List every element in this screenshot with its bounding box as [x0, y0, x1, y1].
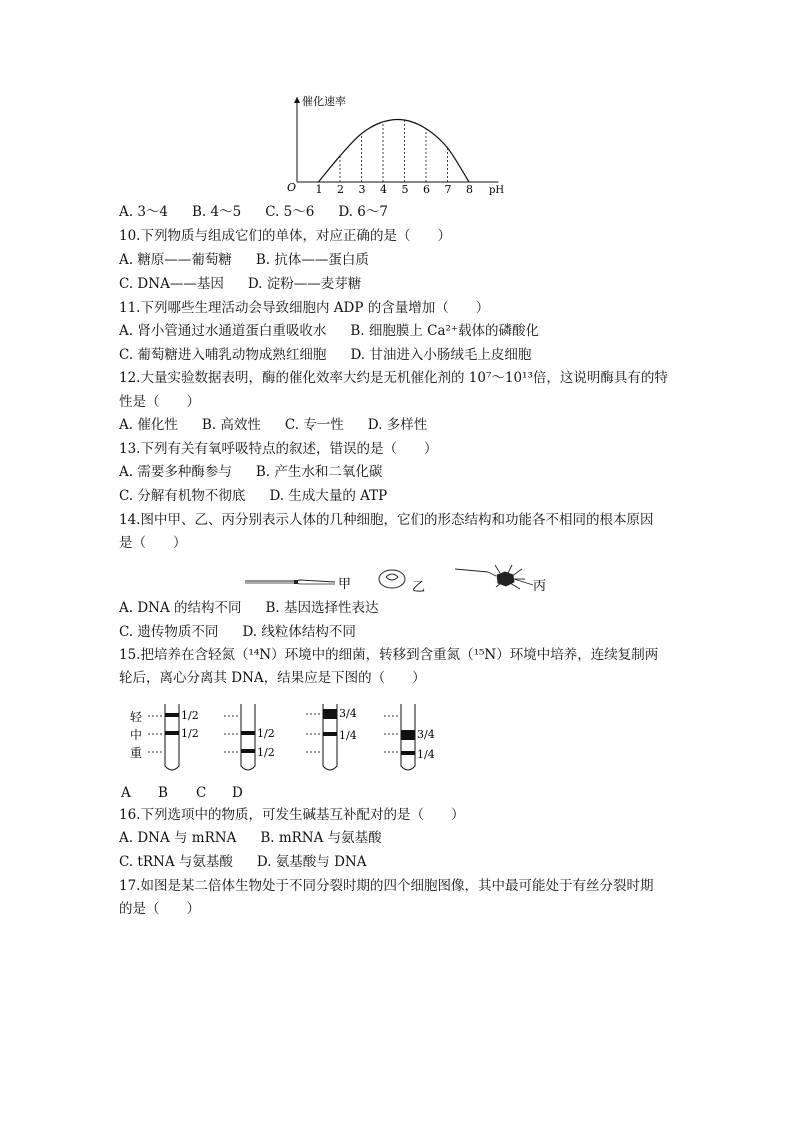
- chart-y-arrow: [294, 97, 300, 103]
- q15-stem-line2: 轮后，离心分离其 DNA，结果应是下图的（ ）: [119, 670, 426, 686]
- q10-option-d[interactable]: D. 淀粉——麦芽糖: [247, 276, 362, 292]
- chart-x-tick-label: 1: [315, 183, 323, 196]
- tube-letter-a[interactable]: A: [121, 785, 131, 801]
- tube-a-band-1: 1/2: [181, 709, 199, 722]
- q17-stem-line1: 17.如图是某二倍体生物处于不同分裂时期的四个细胞图像，其中最可能处于有丝分裂时期: [119, 878, 654, 894]
- chart-x-tick-label: 2: [337, 183, 344, 196]
- q14-options-row2: [119, 623, 356, 641]
- chart-x-tick-label: 4: [380, 183, 387, 196]
- chart-plot: [294, 97, 499, 196]
- tube-d[interactable]: [384, 704, 435, 770]
- q9-option-a[interactable]: A. 3～4: [119, 204, 169, 220]
- q9-option-b[interactable]: B. 4～5: [192, 204, 242, 220]
- q13-options-row2: [119, 487, 387, 505]
- chart-origin: O: [287, 181, 297, 194]
- tube-d-band-2: 1/4: [417, 748, 435, 761]
- chart-series-line: [319, 119, 470, 182]
- tube-b-band-2: 1/2: [257, 746, 275, 759]
- tube-letter-c[interactable]: C: [196, 785, 207, 801]
- q9-option-c[interactable]: C. 5～6: [265, 204, 315, 220]
- neuron-cell-drawing: [455, 565, 533, 589]
- q10-option-c[interactable]: C. DNA——基因: [119, 276, 224, 292]
- q16-option-b[interactable]: B. mRNA 与氨基酸: [260, 830, 382, 846]
- tube-c-band-2: 1/4: [339, 729, 357, 742]
- cell-label-yi: 乙: [412, 580, 426, 595]
- q14-option-a[interactable]: A. DNA 的结构不同: [119, 600, 242, 616]
- q12-stem-line2: 性是（ ）: [119, 394, 200, 410]
- q14-stem-line1: 14.图中甲、乙、丙分别表示人体的几种细胞，它们的形态结构和功能各不相同的根本原因: [119, 512, 654, 528]
- layer-label-heavy: 重: [130, 746, 143, 760]
- q13-option-c[interactable]: C. 分解有机物不彻底: [119, 488, 246, 504]
- layer-label-light: 轻: [130, 710, 143, 724]
- q13-option-b[interactable]: B. 产生水和二氧化碳: [255, 464, 383, 480]
- q12-option-d[interactable]: D. 多样性: [367, 417, 428, 433]
- ph-rate-chart: [282, 92, 512, 200]
- q10-options-row1: [119, 251, 369, 269]
- cell-label-jia: 甲: [338, 577, 352, 592]
- q16-options-row1: [119, 829, 382, 847]
- q14-options-row1: [119, 599, 379, 617]
- sperm-cell-drawing: [245, 580, 335, 584]
- tube-d-band-1: 3/4: [417, 728, 435, 741]
- cell-figure: [240, 563, 560, 595]
- q10-option-b[interactable]: B. 抗体——蛋白质: [255, 252, 369, 268]
- q10-stem: 10.下列物质与组成它们的单体，对应正确的是（ ）: [119, 228, 451, 244]
- q13-options-row1: [119, 463, 382, 481]
- q10-option-a[interactable]: A. 糖原——葡萄糖: [119, 252, 232, 268]
- q14-option-b[interactable]: B. 基因选择性表达: [265, 600, 379, 616]
- q12-options: [119, 416, 427, 434]
- q11-option-a[interactable]: A. 肾小管通过水通道蛋白重吸收水: [119, 323, 327, 339]
- q10-options-row2: [119, 275, 361, 293]
- q12-option-b[interactable]: B. 高效性: [201, 417, 261, 433]
- q14-stem-line2: 是（ ）: [119, 535, 187, 551]
- q16-option-c[interactable]: C. tRNA 与氨基酸: [119, 854, 233, 870]
- layer-label-middle: 中: [130, 728, 143, 742]
- q16-option-a[interactable]: A. DNA 与 mRNA: [119, 830, 237, 846]
- q11-options-row2: [119, 346, 531, 364]
- q15-stem-line1: 15.把培养在含轻氮（¹⁴N）环境中的细菌，转移到含重氮（¹⁵N）环境中培养，连续复制两: [119, 647, 659, 663]
- q14-option-c[interactable]: C. 遗传物质不同: [119, 624, 219, 640]
- q16-options-row2: [119, 853, 366, 871]
- tube-letters: [0, 785, 794, 803]
- cell-label-bing: 丙: [533, 579, 547, 594]
- tube-letter-d[interactable]: D: [232, 785, 243, 801]
- chart-xlabel: pH: [489, 185, 505, 196]
- tube-letter-b[interactable]: B: [158, 785, 168, 801]
- q13-stem: 13.下列有关有氧呼吸特点的叙述，错误的是（ ）: [119, 441, 438, 457]
- q11-option-b[interactable]: B. 细胞膜上 Ca²⁺载体的磷酸化: [350, 323, 540, 339]
- tube-b[interactable]: [224, 704, 275, 770]
- q11-options-row1: [119, 322, 539, 340]
- q16-option-d[interactable]: D. 氨基酸与 DNA: [256, 854, 367, 870]
- tube-a[interactable]: [148, 704, 199, 770]
- tube-b-band-1: 1/2: [257, 727, 275, 740]
- q12-option-c[interactable]: C. 专一性: [284, 417, 344, 433]
- q17-stem-line2: 的是（ ）: [119, 901, 200, 917]
- chart-x-tick-label: 6: [423, 183, 430, 196]
- q16-stem: 16.下列选项中的物质，可发生碱基互补配对的是（ ）: [119, 807, 465, 823]
- chart-x-tick-label: 3: [358, 183, 366, 196]
- q11-stem: 11.下列哪些生理活动会导致细胞内 ADP 的含量增加（ ）: [119, 300, 490, 316]
- q9-options: [119, 203, 388, 221]
- tube-c-band-1: 3/4: [339, 707, 357, 720]
- chart-x-tick-label: 7: [444, 183, 452, 196]
- q13-option-d[interactable]: D. 生成大量的 ATP: [269, 488, 388, 504]
- chart-ylabel: 催化速率: [302, 95, 346, 108]
- q14-option-d[interactable]: D. 线粒体结构不同: [242, 624, 356, 640]
- chart-x-tick-label: 5: [401, 183, 409, 196]
- q12-stem-line1: 12.大量实验数据表明，酶的催化效率大约是无机催化剂的 10⁷～10¹³倍，这说明酶具有的特: [119, 370, 668, 386]
- chart-x-tick-label: 8: [466, 183, 473, 196]
- red-blood-cell-drawing: [379, 570, 405, 588]
- q11-option-d[interactable]: D. 甘油进入小肠绒毛上皮细胞: [350, 347, 532, 363]
- q11-option-c[interactable]: C. 葡萄糖进入哺乳动物成熟红细胞: [119, 347, 327, 363]
- q9-option-d[interactable]: D. 6～7: [338, 204, 388, 220]
- tube-a-band-2: 1/2: [181, 727, 199, 740]
- q13-option-a[interactable]: A. 需要多种酶参与: [119, 464, 232, 480]
- tube-c[interactable]: [306, 704, 357, 770]
- centrifuge-tubes-figure: [120, 700, 460, 778]
- q12-option-a[interactable]: A. 催化性: [119, 417, 178, 433]
